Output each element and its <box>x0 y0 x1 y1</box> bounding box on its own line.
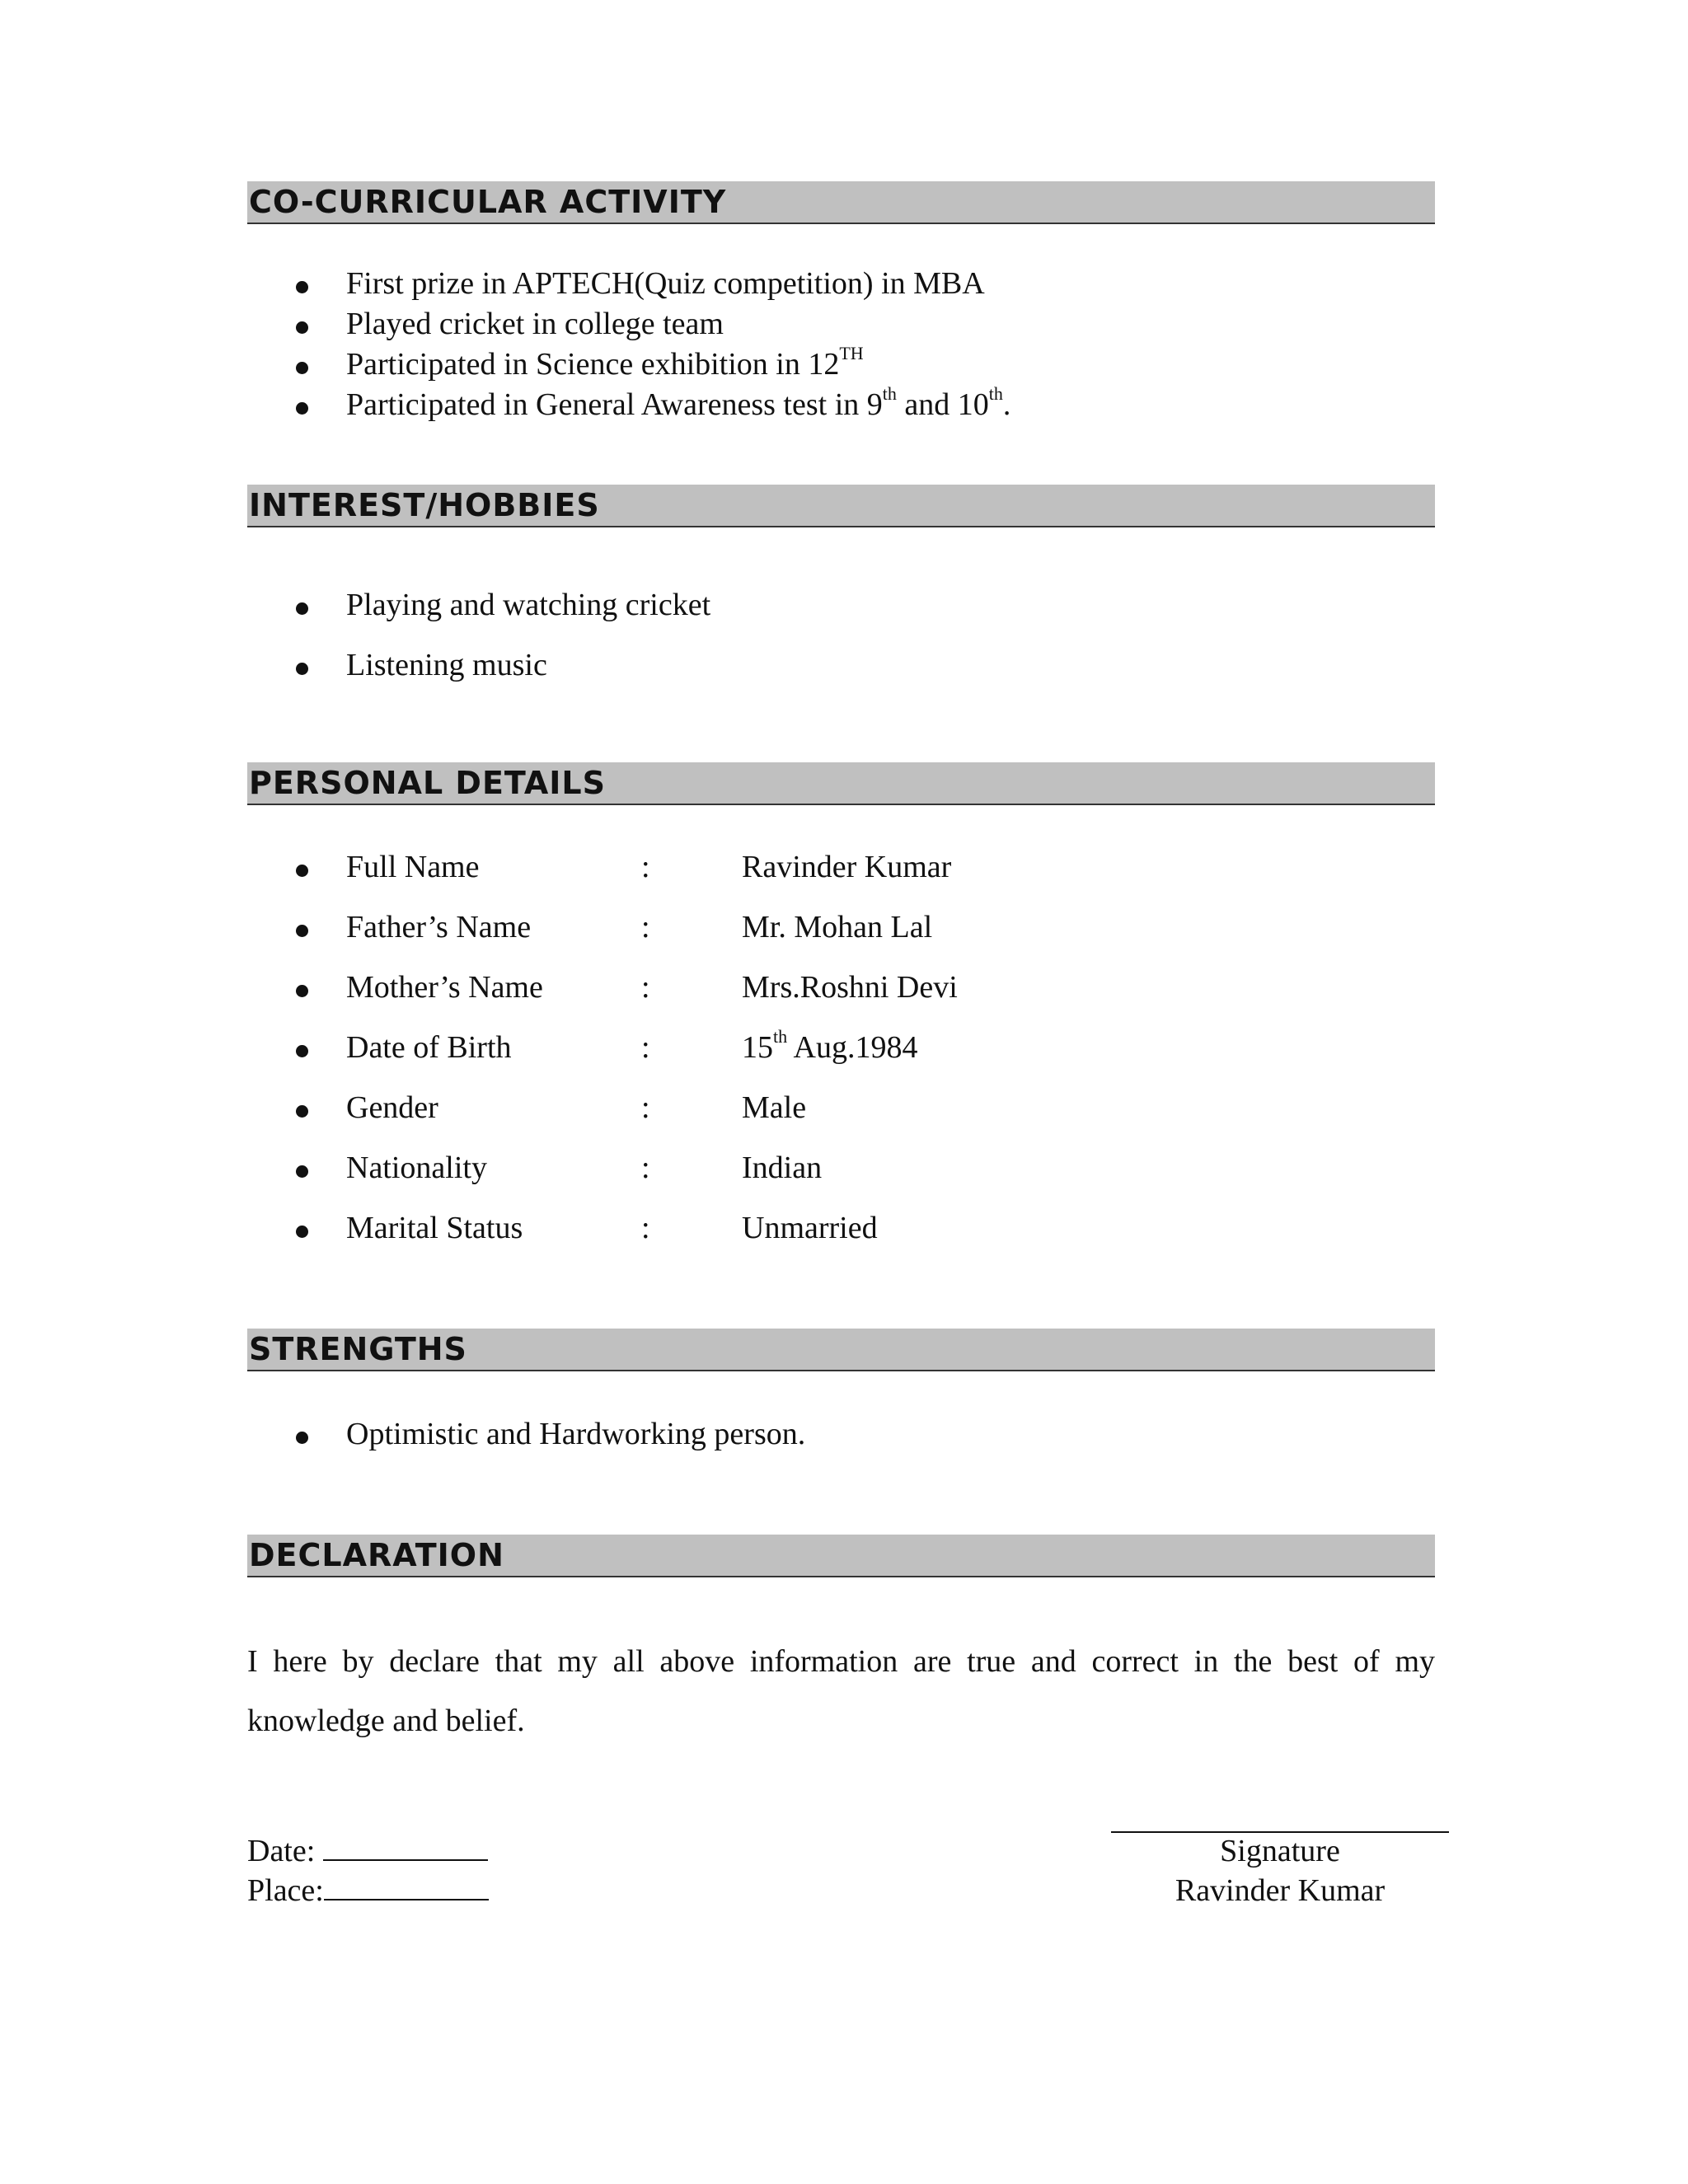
personal-details-heading: PERSONAL DETAILS <box>247 762 1435 805</box>
detail-row <box>247 909 1435 949</box>
signature-label: Signature <box>1220 1834 1340 1868</box>
list-item <box>247 306 1435 345</box>
bullet-icon <box>296 865 308 877</box>
superscript: th <box>882 383 897 405</box>
list-item-text: Optimistic and Hardworking person. <box>346 1417 806 1451</box>
bullet-icon <box>296 281 308 293</box>
detail-separator: : <box>641 910 650 944</box>
detail-row <box>247 1026 1435 1069</box>
list-item <box>247 265 1435 305</box>
list-item-text <box>346 343 864 382</box>
list-item <box>247 647 1435 687</box>
signature-name: Ravinder Kumar <box>1175 1873 1386 1908</box>
text-part: Participated in Science exhibition in 12 <box>346 347 840 382</box>
detail-separator: : <box>641 970 650 1005</box>
detail-row <box>247 1150 1435 1189</box>
detail-value: Male <box>742 1090 807 1125</box>
detail-separator: : <box>641 1030 650 1065</box>
list-item-text: Listening music <box>346 648 547 682</box>
text-part: 15 <box>742 1030 773 1065</box>
detail-separator: : <box>641 1151 650 1185</box>
detail-value: Mrs.Roshni Devi <box>742 970 958 1005</box>
list-item <box>247 343 1435 386</box>
date-label: Date: <box>247 1834 323 1868</box>
detail-label: Father’s Name <box>346 910 532 944</box>
text-part: Participated in General Awareness test in 9 <box>346 387 883 422</box>
detail-separator: : <box>641 850 650 884</box>
detail-value: Indian <box>742 1151 823 1185</box>
bullet-icon <box>296 362 308 374</box>
bullet-icon <box>296 985 308 997</box>
superscript: th <box>988 383 1003 405</box>
place-blank <box>324 1874 489 1900</box>
list-item <box>247 587 1435 626</box>
detail-value <box>742 1026 918 1066</box>
bullet-icon <box>296 1165 308 1178</box>
bullet-icon <box>296 925 308 937</box>
co-curricular-heading: CO-CURRICULAR ACTIVITY <box>247 181 1435 224</box>
list-item <box>247 1416 1435 1455</box>
detail-separator: : <box>641 1211 650 1245</box>
detail-row <box>247 969 1435 1009</box>
text-part: and 10 <box>896 387 989 422</box>
detail-label: Mother’s Name <box>346 970 543 1005</box>
bullet-icon <box>296 1105 308 1118</box>
declaration-heading: DECLARATION <box>247 1535 1435 1577</box>
detail-value: Unmarried <box>742 1211 878 1245</box>
text-part: Aug.1984 <box>787 1030 918 1065</box>
declaration-text: I here by declare that my all above information are true and correct in the best of my knowledge and belief. <box>247 1644 1435 1738</box>
detail-label: Nationality <box>346 1151 487 1185</box>
detail-separator: : <box>641 1090 650 1125</box>
signature-block <box>1111 1831 1449 1910</box>
bullet-icon <box>296 402 308 415</box>
detail-label: Marital Status <box>346 1211 523 1245</box>
date-line <box>247 1831 489 1871</box>
strengths-heading: STRENGTHS <box>247 1329 1435 1371</box>
superscript: th <box>773 1026 788 1047</box>
superscript: TH <box>839 343 864 364</box>
bullet-icon <box>296 663 308 675</box>
bullet-icon <box>296 1432 308 1444</box>
detail-label: Gender <box>346 1090 438 1125</box>
detail-label: Date of Birth <box>346 1030 512 1065</box>
place-label: Place: <box>247 1873 324 1908</box>
bullet-icon <box>296 602 308 615</box>
date-place-block <box>247 1831 489 1910</box>
list-item-text: Played cricket in college team <box>346 307 724 341</box>
detail-value: Ravinder Kumar <box>742 850 952 884</box>
detail-row <box>247 1090 1435 1129</box>
text-part: . <box>1002 387 1011 422</box>
detail-value: Mr. Mohan Lal <box>742 910 933 944</box>
place-line <box>247 1871 489 1910</box>
interests-heading: INTEREST/HOBBIES <box>247 485 1435 527</box>
list-item-text <box>346 383 1011 423</box>
bullet-icon <box>296 321 308 334</box>
detail-row <box>247 1210 1435 1249</box>
date-blank <box>323 1835 488 1861</box>
bullet-icon <box>296 1045 308 1057</box>
list-item <box>247 383 1435 426</box>
detail-row <box>247 849 1435 888</box>
detail-label: Full Name <box>346 850 480 884</box>
list-item-text: First prize in APTECH(Quiz competition) in MBA <box>346 266 985 301</box>
bullet-icon <box>296 1226 308 1238</box>
list-item-text: Playing and watching cricket <box>346 588 711 622</box>
